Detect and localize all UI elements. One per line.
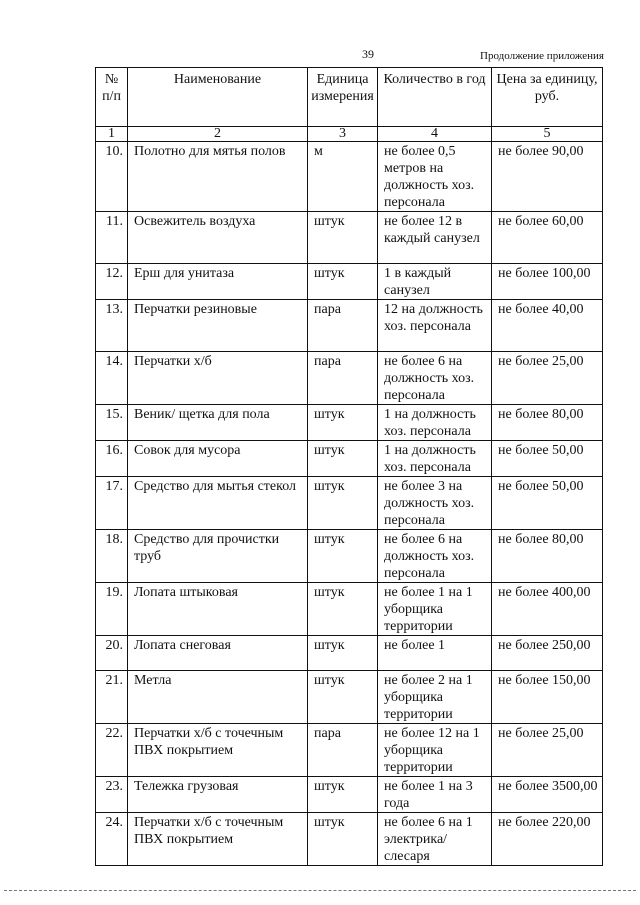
item-name: Лопата штыковая <box>128 583 308 636</box>
table-row <box>96 477 603 530</box>
item-price: не более 400,00 <box>492 583 603 636</box>
column-index: 2 <box>128 127 308 142</box>
item-price: не более 3500,00 <box>492 777 603 813</box>
item-unit: пара <box>308 352 378 405</box>
item-quantity: не более 3 на должность хоз. персонала <box>378 477 492 530</box>
item-name: Освежитель воздуха <box>128 212 308 264</box>
column-header-name: Наименование <box>128 68 308 127</box>
item-price: не более 150,00 <box>492 671 603 724</box>
table-row <box>96 300 603 352</box>
item-quantity: 1 в каждый санузел <box>378 264 492 300</box>
item-quantity: 1 на должность хоз. персонала <box>378 441 492 477</box>
table-row <box>96 530 603 583</box>
item-unit: м <box>308 142 378 212</box>
item-unit: штук <box>308 477 378 530</box>
item-quantity: не более 6 на должность хоз. персонала <box>378 530 492 583</box>
item-price: не более 50,00 <box>492 477 603 530</box>
item-quantity: не более 2 на 1 уборщика территории <box>378 671 492 724</box>
item-name: Перчатки х/б с точечным ПВХ покрытием <box>128 813 308 866</box>
table-row <box>96 813 603 866</box>
item-name: Тележка грузовая <box>128 777 308 813</box>
item-quantity: 12 на должность хоз. персонала <box>378 300 492 352</box>
item-unit: штук <box>308 212 378 264</box>
item-name: Лопата снеговая <box>128 636 308 671</box>
table-row <box>96 264 603 300</box>
item-unit: пара <box>308 300 378 352</box>
row-number: 11. <box>96 212 128 264</box>
item-name: Перчатки х/б с точечным ПВХ покрытием <box>128 724 308 777</box>
item-quantity: не более 6 на 1 электрика/слесаря <box>378 813 492 866</box>
row-number: 12. <box>96 264 128 300</box>
item-name: Полотно для мятья полов <box>128 142 308 212</box>
row-number: 22. <box>96 724 128 777</box>
row-number: 19. <box>96 583 128 636</box>
row-number: 23. <box>96 777 128 813</box>
table-row <box>96 352 603 405</box>
item-unit: штук <box>308 671 378 724</box>
item-name: Метла <box>128 671 308 724</box>
column-index-row <box>96 127 603 142</box>
page-bottom-rule <box>4 890 636 891</box>
column-header-unit: Единица измерения <box>308 68 378 127</box>
item-quantity: не более 1 на 3 года <box>378 777 492 813</box>
item-price: не более 250,00 <box>492 636 603 671</box>
item-price: не более 80,00 <box>492 405 603 441</box>
row-number: 10. <box>96 142 128 212</box>
column-index: 5 <box>492 127 603 142</box>
item-unit: штук <box>308 813 378 866</box>
column-header-quantity: Количество в год <box>378 68 492 127</box>
item-price: не более 40,00 <box>492 300 603 352</box>
item-name: Перчатки х/б <box>128 352 308 405</box>
row-number: 18. <box>96 530 128 583</box>
item-price: не более 50,00 <box>492 441 603 477</box>
item-price: не более 25,00 <box>492 352 603 405</box>
table-header-row <box>96 68 603 127</box>
table-row <box>96 441 603 477</box>
item-unit: штук <box>308 264 378 300</box>
item-quantity: не более 1 <box>378 636 492 671</box>
item-unit: штук <box>308 530 378 583</box>
table-row <box>96 142 603 212</box>
item-unit: штук <box>308 636 378 671</box>
column-index: 4 <box>378 127 492 142</box>
item-unit: штук <box>308 441 378 477</box>
table-row <box>96 636 603 671</box>
row-number: 17. <box>96 477 128 530</box>
row-number: 14. <box>96 352 128 405</box>
column-header-number: № п/п <box>96 68 128 127</box>
column-index: 1 <box>96 127 128 142</box>
item-name: Веник/ щетка для пола <box>128 405 308 441</box>
items-table <box>95 67 603 866</box>
table-row <box>96 212 603 264</box>
row-number: 20. <box>96 636 128 671</box>
item-price: не более 100,00 <box>492 264 603 300</box>
item-name: Перчатки резиновые <box>128 300 308 352</box>
row-number: 15. <box>96 405 128 441</box>
item-name: Средство для мытья стекол <box>128 477 308 530</box>
item-quantity: не более 12 в каждый санузел <box>378 212 492 264</box>
item-unit: штук <box>308 777 378 813</box>
row-number: 16. <box>96 441 128 477</box>
item-quantity: не более 12 на 1 уборщика территории <box>378 724 492 777</box>
item-price: не более 25,00 <box>492 724 603 777</box>
item-price: не более 80,00 <box>492 530 603 583</box>
continuation-label: Продолжение приложения <box>480 50 604 62</box>
column-index: 3 <box>308 127 378 142</box>
item-quantity: не более 1 на 1 уборщика территории <box>378 583 492 636</box>
item-quantity: 1 на должность хоз. персонала <box>378 405 492 441</box>
row-number: 21. <box>96 671 128 724</box>
item-name: Средство для прочистки труб <box>128 530 308 583</box>
page-number: 39 <box>362 47 374 61</box>
item-unit: пара <box>308 724 378 777</box>
item-unit: штук <box>308 583 378 636</box>
table-row <box>96 405 603 441</box>
table-row <box>96 777 603 813</box>
column-header-price: Цена за единицу, руб. <box>492 68 603 127</box>
row-number: 24. <box>96 813 128 866</box>
item-price: не более 220,00 <box>492 813 603 866</box>
item-quantity: не более 0,5 метров на должность хоз. персонала <box>378 142 492 212</box>
table-row <box>96 724 603 777</box>
item-quantity: не более 6 на должность хоз. персонала <box>378 352 492 405</box>
item-name: Ерш для унитаза <box>128 264 308 300</box>
item-unit: штук <box>308 405 378 441</box>
item-price: не более 90,00 <box>492 142 603 212</box>
table-row <box>96 583 603 636</box>
item-name: Совок для мусора <box>128 441 308 477</box>
row-number: 13. <box>96 300 128 352</box>
table-row <box>96 671 603 724</box>
item-price: не более 60,00 <box>492 212 603 264</box>
